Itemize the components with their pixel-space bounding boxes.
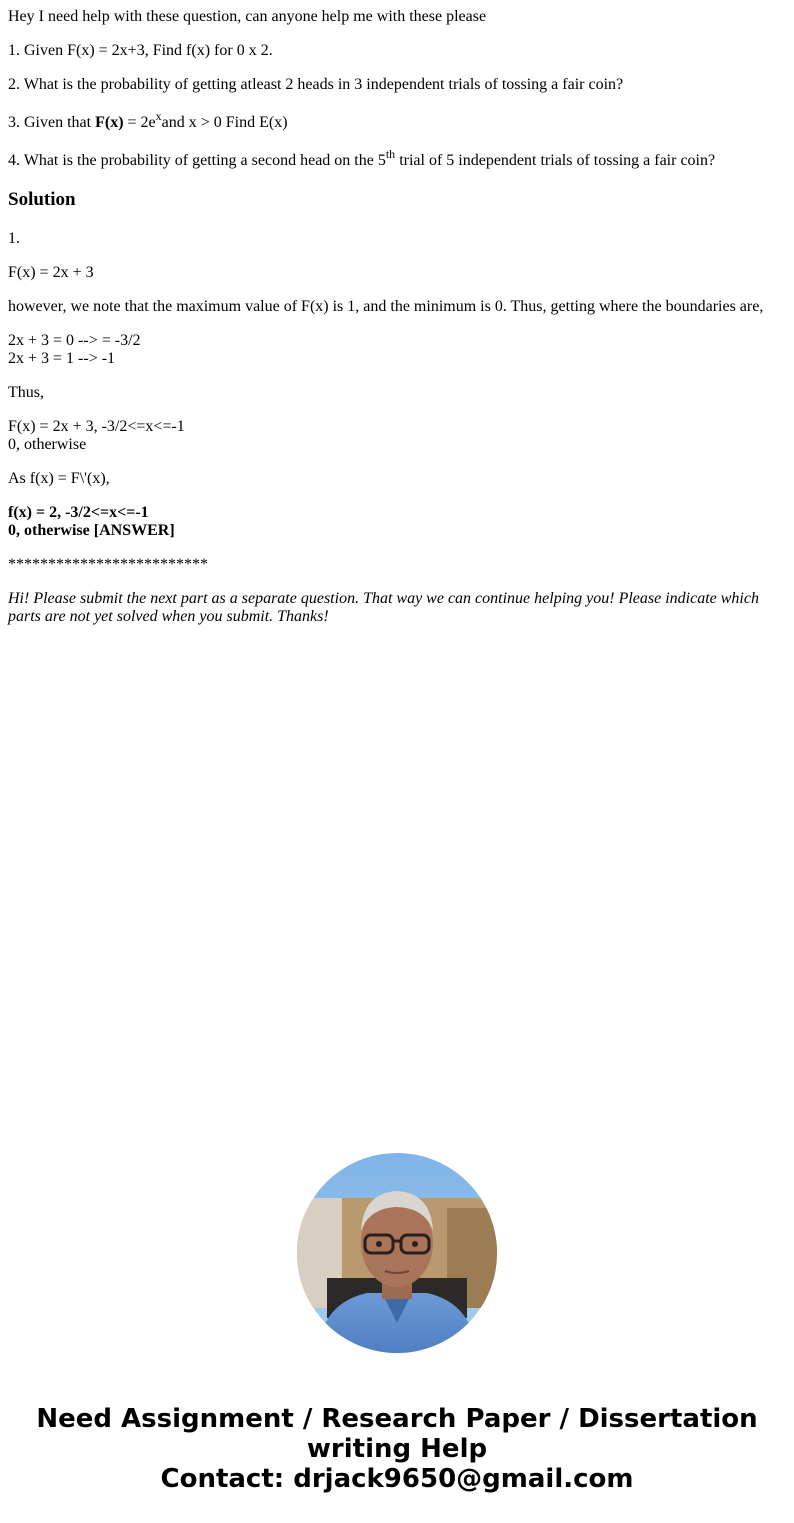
banner-line-1: Need Assignment / Research Paper / Dissertation: [36, 1404, 758, 1434]
question-4-suffix: trial of 5 independent trials of tossing a fair coin?: [395, 152, 716, 169]
question-intro: Hey I need help with these question, can anyone help me with these please: [8, 8, 487, 25]
solution-note: however, we note that the maximum value of F(x) is 1, and the minimum is 0. Thus, getting where the boundaries are,: [8, 298, 764, 315]
solution-heading: Solution: [8, 189, 76, 210]
promo-banner: [0, 1404, 794, 1494]
piecewise-line-1: F(x) = 2x + 3, -3/2<=x<=-1: [8, 418, 185, 435]
question-3-suffix: and x > 0 Find E(x): [161, 114, 288, 131]
solution-piecewise: [8, 418, 185, 454]
solution-bounds: [8, 332, 141, 368]
question-3-bold: F(x): [95, 114, 124, 131]
question-3: [8, 108, 288, 132]
solution-function: F(x) = 2x + 3: [8, 264, 94, 281]
author-avatar: [297, 1153, 497, 1353]
banner-contact: Contact: drjack9650@gmail.com: [160, 1464, 634, 1494]
footer-note: Hi! Please submit the next part as a separate question. That way we can continue helping you! Please indicate which parts are not yet solved when you submit. Thanks!: [8, 590, 759, 625]
question-3-prefix: 3. Given that: [8, 114, 96, 131]
solution-derivative: As f(x) = F\'(x),: [8, 470, 110, 487]
question-4-prefix: 4. What is the probability of getting a second head on the 5: [8, 152, 386, 169]
bound-line-1: 2x + 3 = 0 --> = -3/2: [8, 332, 141, 349]
question-2: 2. What is the probability of getting atleast 2 heads in 3 independent trials of tossing a fair coin?: [8, 76, 624, 93]
banner-line-2: writing Help: [306, 1434, 488, 1464]
piecewise-line-2: 0, otherwise: [8, 436, 87, 453]
question-4: [8, 146, 716, 170]
question-3-superscript: x: [155, 108, 162, 123]
solution-thus: Thus,: [8, 384, 44, 401]
question-3-mid: = 2e: [123, 114, 156, 131]
question-1: 1. Given F(x) = 2x+3, Find f(x) for 0 x 2.: [8, 42, 273, 59]
answer-line-2: 0, otherwise [ANSWER]: [8, 522, 175, 539]
author-photo: [297, 1153, 497, 1353]
solution-number: 1.: [8, 230, 20, 247]
question-4-superscript: th: [385, 146, 396, 161]
separator-stars: *************************: [8, 556, 208, 573]
solution-answer: [8, 504, 175, 540]
answer-line-1: f(x) = 2, -3/2<=x<=-1: [8, 504, 149, 521]
bound-line-2: 2x + 3 = 1 --> -1: [8, 350, 116, 367]
